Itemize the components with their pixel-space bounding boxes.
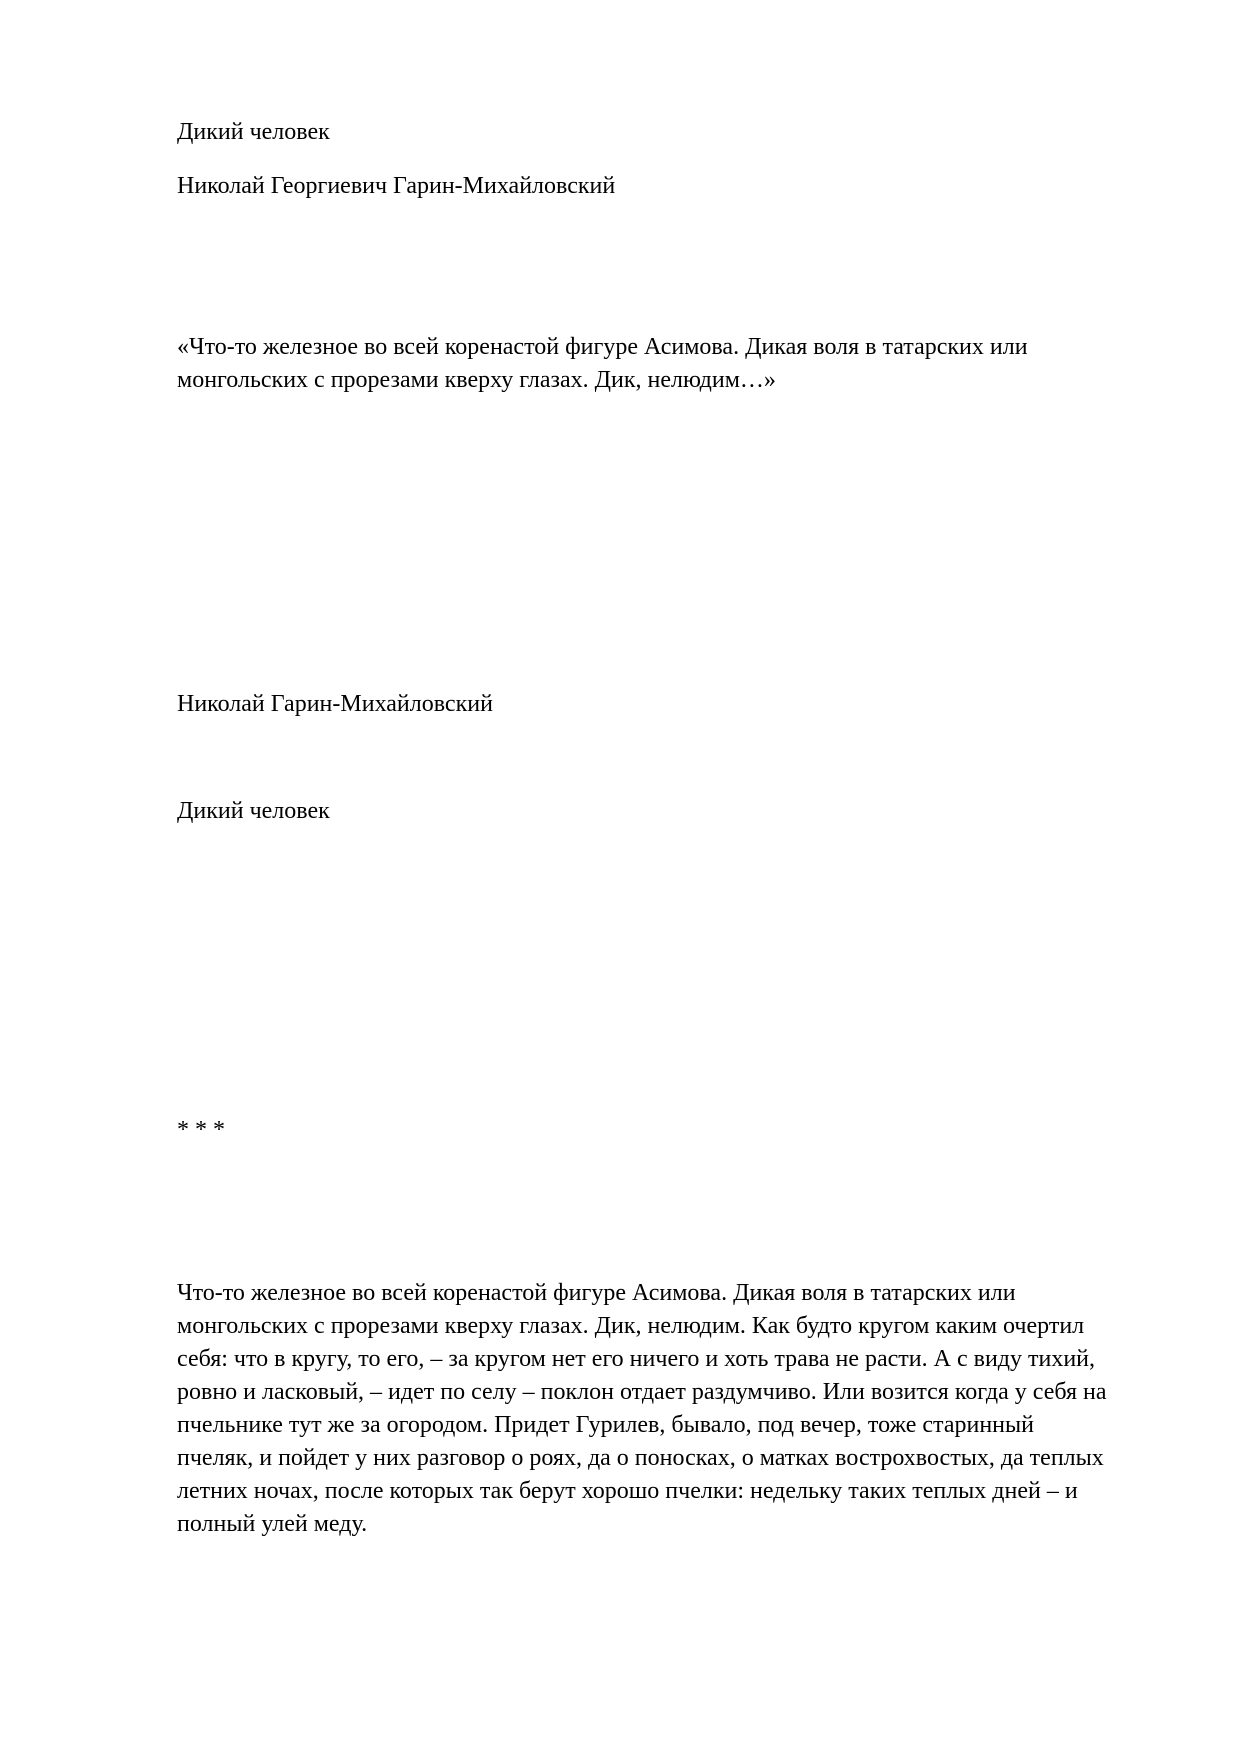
body-line: себя: что в кругу, то его, – за кругом нет его ничего и хоть трава не расти. А с виду тихий, — [177, 1346, 1096, 1372]
annotation-line: монгольских с прорезами кверху глазах. Дик, нелюдим…» — [177, 367, 776, 393]
chapter-title: Дикий человек — [177, 798, 330, 824]
body-line: ровно и ласковый, – идет по селу – поклон отдает раздумчиво. Или возится когда у себя на — [177, 1379, 1107, 1405]
author-full-name: Николай Георгиевич Гарин-Михайловский — [177, 173, 616, 199]
section-separator: * * * — [177, 1117, 225, 1143]
body-line: монгольских с прорезами кверху глазах. Дик, нелюдим. Как будто кругом каким очертил — [177, 1313, 1085, 1339]
body-paragraph — [177, 1277, 1107, 1541]
author-name: Николай Гарин-Михайловский — [177, 691, 493, 717]
annotation-line: «Что-то железное во всей коренастой фигуре Асимова. Дикая воля в татарских или — [177, 334, 1028, 360]
body-line: полный улей меду. — [177, 1511, 368, 1537]
body-line: пчеляк, и пойдет у них разговор о роях, да о поносках, о матках вострохвостых, да теплых — [177, 1445, 1104, 1471]
annotation-paragraph — [177, 331, 1028, 397]
book-title: Дикий человек — [177, 119, 330, 145]
body-line: пчельнике тут же за огородом. Придет Гурилев, бывало, под вечер, тоже старинный — [177, 1412, 1034, 1438]
body-line: Что-то железное во всей коренастой фигуре Асимова. Дикая воля в татарских или — [177, 1280, 1016, 1306]
body-line: летних ночах, после которых так берут хорошо пчелки: недельку таких теплых дней – и — [177, 1478, 1078, 1504]
